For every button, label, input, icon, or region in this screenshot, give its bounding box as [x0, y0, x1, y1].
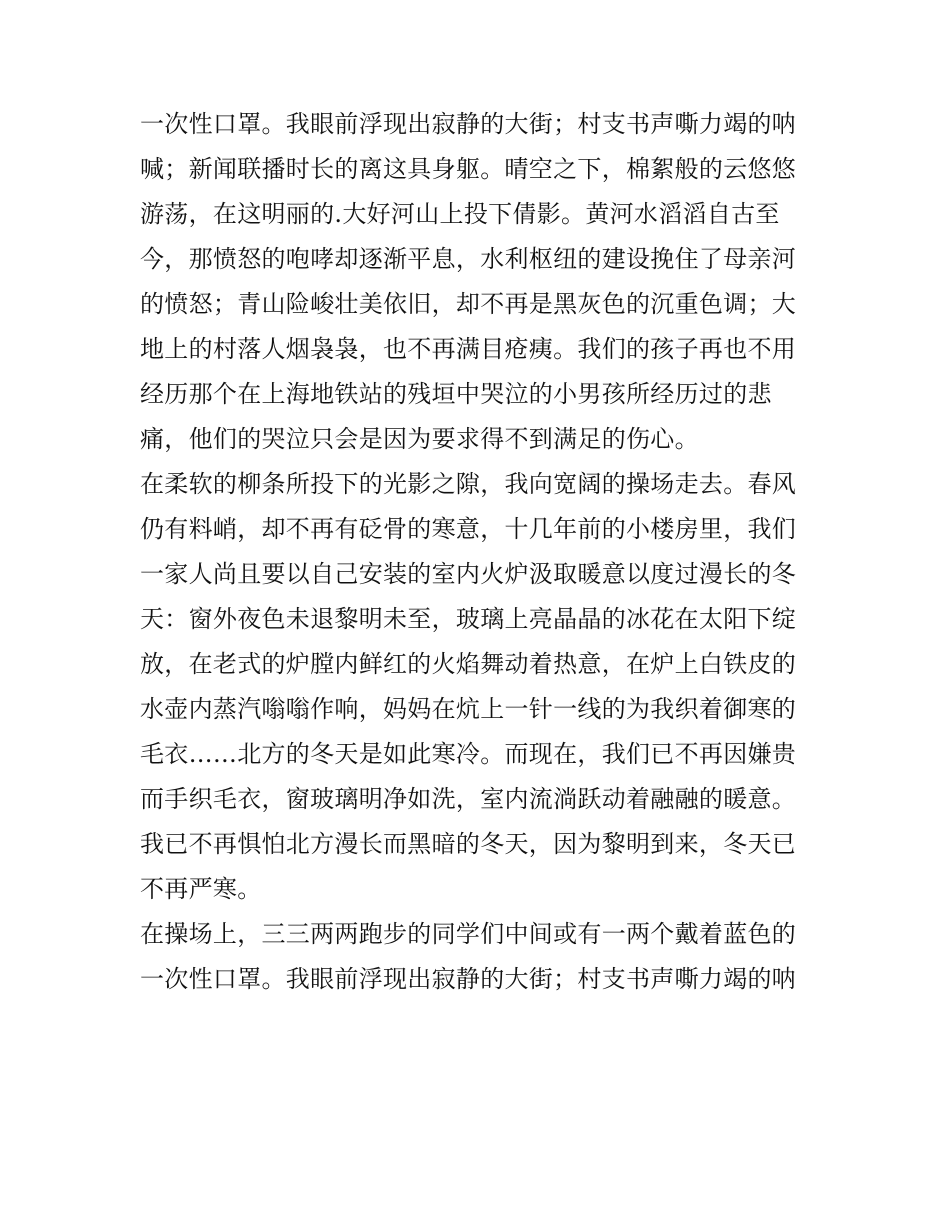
- text-line-8: 痛，他们的哭泣只会是因为要求得不到满足的伤心。: [140, 425, 699, 453]
- text-line-7: 经历那个在上海地铁站的残垣中哭泣的小男孩所经历过的悲: [140, 380, 772, 408]
- text-line-15: 毛衣……北方的冬天是如此寒冷。而现在，我们已不再因嫌贵: [140, 740, 797, 768]
- text-line-18: 不再严寒。: [140, 875, 262, 903]
- text-line-19: 在操场上，三三两两跑步的同学们中间或有一两个戴着蓝色的: [140, 920, 797, 948]
- text-line-6: 地上的村落人烟袅袅，也不再满目疮痍。我们的孩子再也不用: [140, 335, 797, 363]
- text-line-10: 仍有料峭，却不再有砭骨的寒意，十几年前的小楼房里，我们: [140, 515, 797, 543]
- text-line-11: 一家人尚且要以自己安装的室内火炉汲取暖意以度过漫长的冬: [140, 560, 797, 588]
- text-line-2: 喊；新闻联播时长的离这具身躯。晴空之下，棉絮般的云悠悠: [140, 155, 797, 183]
- text-line-3: 游荡，在这明丽的.大好河山上投下倩影。黄河水滔滔自古至: [140, 200, 780, 228]
- text-line-5: 的愤怒；青山险峻壮美依旧，却不再是黑灰色的沉重色调；大: [140, 290, 797, 318]
- text-line-1: 一次性口罩。我眼前浮现出寂静的大街；村支书声嘶力竭的呐: [140, 110, 797, 138]
- text-line-4: 今，那愤怒的咆哮却逐渐平息，水利枢纽的建设挽住了母亲河: [140, 245, 797, 273]
- text-line-17: 我已不再惧怕北方漫长而黑暗的冬天，因为黎明到来，冬天已: [140, 830, 797, 858]
- text-line-13: 放，在老式的炉膛内鲜红的火焰舞动着热意，在炉上白铁皮的: [140, 650, 797, 678]
- text-line-14: 水壶内蒸汽嗡嗡作响，妈妈在炕上一针一线的为我织着御寒的: [140, 695, 797, 723]
- text-line-20: 一次性口罩。我眼前浮现出寂静的大街；村支书声嘶力竭的呐: [140, 965, 797, 993]
- text-line-12: 天：窗外夜色未退黎明未至，玻璃上亮晶晶的冰花在太阳下绽: [140, 605, 797, 633]
- essay-text: [140, 102, 820, 1002]
- text-line-16: 而手织毛衣，窗玻璃明净如洗，室内流淌跃动着融融的暖意。: [140, 785, 797, 813]
- text-line-9: 在柔软的柳条所投下的光影之隙，我向宽阔的操场走去。春风: [140, 470, 797, 498]
